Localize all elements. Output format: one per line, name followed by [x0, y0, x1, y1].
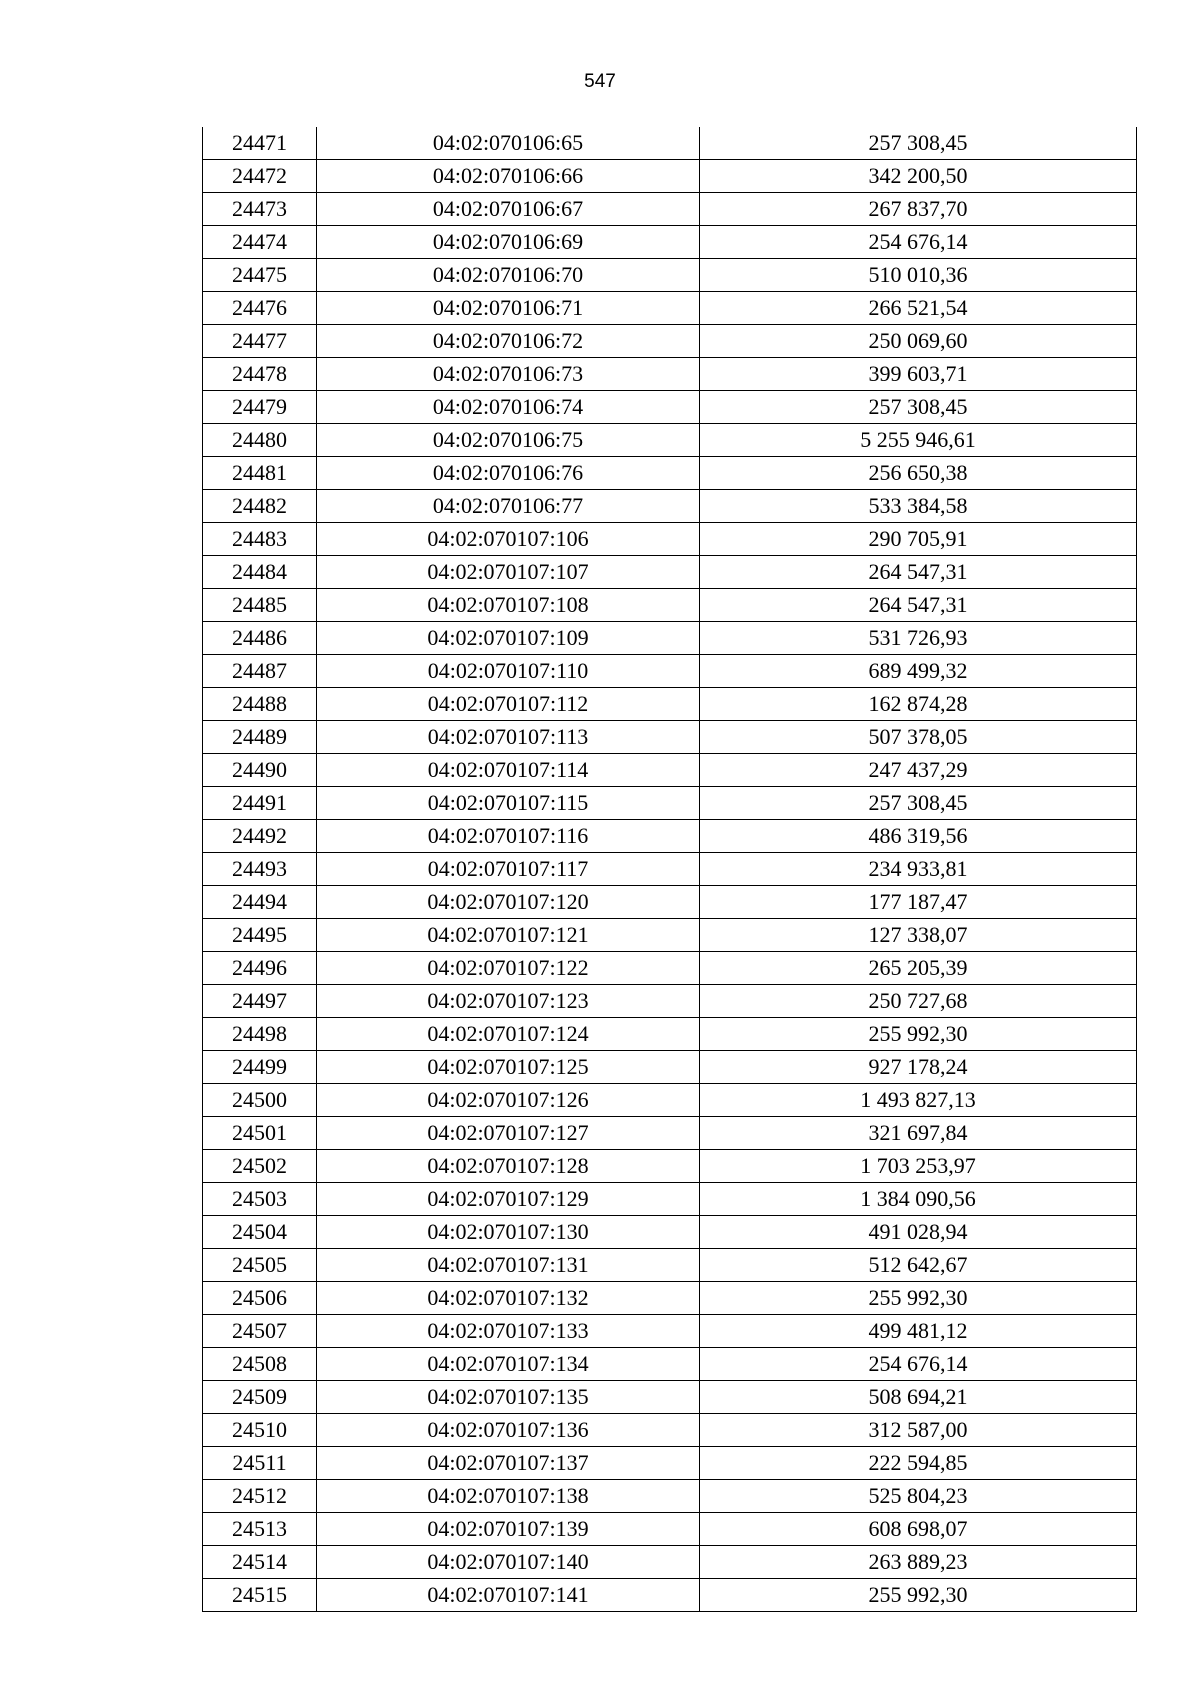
table-row	[203, 523, 1137, 556]
row-number-cell: 24485	[203, 589, 317, 622]
table-row	[203, 622, 1137, 655]
row-number-cell: 24496	[203, 952, 317, 985]
cadastral-number-cell: 04:02:070107:109	[317, 622, 700, 655]
table-row	[203, 1249, 1137, 1282]
table-row	[203, 1315, 1137, 1348]
cadastral-number-cell: 04:02:070107:140	[317, 1546, 700, 1579]
cadastral-number-cell: 04:02:070106:66	[317, 160, 700, 193]
cadastral-value-cell: 257 308,45	[700, 391, 1137, 424]
cadastral-number-cell: 04:02:070107:139	[317, 1513, 700, 1546]
row-number-cell: 24500	[203, 1084, 317, 1117]
cadastral-value-cell: 247 437,29	[700, 754, 1137, 787]
cadastral-number-cell: 04:02:070107:113	[317, 721, 700, 754]
row-number-cell: 24509	[203, 1381, 317, 1414]
cadastral-number-cell: 04:02:070107:106	[317, 523, 700, 556]
cadastral-number-cell: 04:02:070107:125	[317, 1051, 700, 1084]
row-number-cell: 24498	[203, 1018, 317, 1051]
cadastral-value-cell: 250 727,68	[700, 985, 1137, 1018]
cadastral-number-cell: 04:02:070106:76	[317, 457, 700, 490]
table-row	[203, 259, 1137, 292]
cadastral-value-cell: 486 319,56	[700, 820, 1137, 853]
row-number-cell: 24513	[203, 1513, 317, 1546]
cadastral-value-cell: 254 676,14	[700, 1348, 1137, 1381]
row-number-cell: 24495	[203, 919, 317, 952]
page-number: 547	[584, 71, 616, 92]
cadastral-value-cell: 257 308,45	[700, 127, 1137, 160]
row-number-cell: 24507	[203, 1315, 317, 1348]
table-row	[203, 688, 1137, 721]
table-row	[203, 226, 1137, 259]
cadastral-value-cell: 321 697,84	[700, 1117, 1137, 1150]
row-number-cell: 24494	[203, 886, 317, 919]
cadastral-value-cell: 342 200,50	[700, 160, 1137, 193]
table-row	[203, 1117, 1137, 1150]
table-row	[203, 490, 1137, 523]
row-number-cell: 24481	[203, 457, 317, 490]
row-number-cell: 24497	[203, 985, 317, 1018]
cadastral-number-cell: 04:02:070107:116	[317, 820, 700, 853]
cadastral-value-cell: 266 521,54	[700, 292, 1137, 325]
row-number-cell: 24511	[203, 1447, 317, 1480]
cadastral-value-cell: 927 178,24	[700, 1051, 1137, 1084]
cadastral-number-cell: 04:02:070107:107	[317, 556, 700, 589]
table-body	[203, 127, 1137, 1612]
cadastral-value-cell: 512 642,67	[700, 1249, 1137, 1282]
row-number-cell: 24472	[203, 160, 317, 193]
table-row	[203, 1480, 1137, 1513]
table-row	[203, 1183, 1137, 1216]
row-number-cell: 24488	[203, 688, 317, 721]
cadastral-value-cell: 264 547,31	[700, 556, 1137, 589]
table-row	[203, 391, 1137, 424]
table-row	[203, 193, 1137, 226]
cadastral-value-cell: 162 874,28	[700, 688, 1137, 721]
cadastral-number-cell: 04:02:070106:77	[317, 490, 700, 523]
cadastral-number-cell: 04:02:070106:70	[317, 259, 700, 292]
cadastral-number-cell: 04:02:070106:69	[317, 226, 700, 259]
row-number-cell: 24490	[203, 754, 317, 787]
cadastral-value-cell: 255 992,30	[700, 1018, 1137, 1051]
cadastral-value-cell: 257 308,45	[700, 787, 1137, 820]
row-number-cell: 24514	[203, 1546, 317, 1579]
table-row	[203, 589, 1137, 622]
table-row	[203, 886, 1137, 919]
table-row	[203, 754, 1137, 787]
cadastral-number-cell: 04:02:070106:75	[317, 424, 700, 457]
row-number-cell: 24480	[203, 424, 317, 457]
row-number-cell: 24515	[203, 1579, 317, 1612]
table-row	[203, 292, 1137, 325]
table-row	[203, 1018, 1137, 1051]
cadastral-value-cell: 254 676,14	[700, 226, 1137, 259]
row-number-cell: 24506	[203, 1282, 317, 1315]
table-row	[203, 787, 1137, 820]
table-row	[203, 655, 1137, 688]
table-row	[203, 1513, 1137, 1546]
row-number-cell: 24473	[203, 193, 317, 226]
cadastral-value-cell: 525 804,23	[700, 1480, 1137, 1513]
row-number-cell: 24491	[203, 787, 317, 820]
cadastral-number-cell: 04:02:070107:108	[317, 589, 700, 622]
cadastral-number-cell: 04:02:070106:74	[317, 391, 700, 424]
row-number-cell: 24508	[203, 1348, 317, 1381]
cadastral-value-cell: 264 547,31	[700, 589, 1137, 622]
cadastral-number-cell: 04:02:070107:137	[317, 1447, 700, 1480]
table-row	[203, 1051, 1137, 1084]
cadastral-value-cell: 127 338,07	[700, 919, 1137, 952]
row-number-cell: 24504	[203, 1216, 317, 1249]
table-row	[203, 1216, 1137, 1249]
cadastral-value-cell: 508 694,21	[700, 1381, 1137, 1414]
row-number-cell: 24505	[203, 1249, 317, 1282]
cadastral-number-cell: 04:02:070106:73	[317, 358, 700, 391]
cadastral-value-cell: 491 028,94	[700, 1216, 1137, 1249]
table-row	[203, 424, 1137, 457]
cadastral-number-cell: 04:02:070107:136	[317, 1414, 700, 1447]
row-number-cell: 24483	[203, 523, 317, 556]
row-number-cell: 24499	[203, 1051, 317, 1084]
row-number-cell: 24486	[203, 622, 317, 655]
table-row	[203, 1084, 1137, 1117]
row-number-cell: 24501	[203, 1117, 317, 1150]
row-number-cell: 24475	[203, 259, 317, 292]
cadastral-number-cell: 04:02:070107:128	[317, 1150, 700, 1183]
table-row	[203, 1546, 1137, 1579]
table-row	[203, 919, 1137, 952]
table-row	[203, 160, 1137, 193]
cadastral-number-cell: 04:02:070107:129	[317, 1183, 700, 1216]
cadastral-number-cell: 04:02:070107:131	[317, 1249, 700, 1282]
row-number-cell: 24512	[203, 1480, 317, 1513]
cadastral-value-table	[202, 127, 1137, 1612]
cadastral-number-cell: 04:02:070107:132	[317, 1282, 700, 1315]
table-row	[203, 358, 1137, 391]
row-number-cell: 24484	[203, 556, 317, 589]
table-row	[203, 457, 1137, 490]
cadastral-value-cell: 531 726,93	[700, 622, 1137, 655]
cadastral-number-cell: 04:02:070107:126	[317, 1084, 700, 1117]
cadastral-value-cell: 250 069,60	[700, 325, 1137, 358]
table-row	[203, 325, 1137, 358]
cadastral-number-cell: 04:02:070107:112	[317, 688, 700, 721]
table-row	[203, 1579, 1137, 1612]
cadastral-value-cell: 255 992,30	[700, 1579, 1137, 1612]
row-number-cell: 24487	[203, 655, 317, 688]
cadastral-value-cell: 1 493 827,13	[700, 1084, 1137, 1117]
cadastral-number-cell: 04:02:070107:122	[317, 952, 700, 985]
cadastral-number-cell: 04:02:070107:130	[317, 1216, 700, 1249]
cadastral-number-cell: 04:02:070106:72	[317, 325, 700, 358]
table-row	[203, 1282, 1137, 1315]
table-row	[203, 985, 1137, 1018]
row-number-cell: 24482	[203, 490, 317, 523]
cadastral-value-cell: 222 594,85	[700, 1447, 1137, 1480]
table-row	[203, 820, 1137, 853]
cadastral-value-cell: 5 255 946,61	[700, 424, 1137, 457]
cadastral-value-cell: 255 992,30	[700, 1282, 1137, 1315]
cadastral-number-cell: 04:02:070107:135	[317, 1381, 700, 1414]
cadastral-value-cell: 256 650,38	[700, 457, 1137, 490]
cadastral-number-cell: 04:02:070107:121	[317, 919, 700, 952]
table-row	[203, 1414, 1137, 1447]
cadastral-value-cell: 312 587,00	[700, 1414, 1137, 1447]
cadastral-number-cell: 04:02:070107:110	[317, 655, 700, 688]
table-row	[203, 1348, 1137, 1381]
cadastral-number-cell: 04:02:070106:71	[317, 292, 700, 325]
row-number-cell: 24510	[203, 1414, 317, 1447]
cadastral-value-cell: 265 205,39	[700, 952, 1137, 985]
table-row	[203, 1381, 1137, 1414]
cadastral-number-cell: 04:02:070106:67	[317, 193, 700, 226]
row-number-cell: 24476	[203, 292, 317, 325]
cadastral-value-cell: 499 481,12	[700, 1315, 1137, 1348]
row-number-cell: 24489	[203, 721, 317, 754]
row-number-cell: 24503	[203, 1183, 317, 1216]
row-number-cell: 24474	[203, 226, 317, 259]
cadastral-value-cell: 533 384,58	[700, 490, 1137, 523]
cadastral-number-cell: 04:02:070106:65	[317, 127, 700, 160]
cadastral-value-cell: 1 703 253,97	[700, 1150, 1137, 1183]
row-number-cell: 24492	[203, 820, 317, 853]
cadastral-number-cell: 04:02:070107:141	[317, 1579, 700, 1612]
row-number-cell: 24471	[203, 127, 317, 160]
table-row	[203, 721, 1137, 754]
cadastral-value-cell: 1 384 090,56	[700, 1183, 1137, 1216]
cadastral-number-cell: 04:02:070107:114	[317, 754, 700, 787]
cadastral-value-cell: 263 889,23	[700, 1546, 1137, 1579]
table-row	[203, 127, 1137, 160]
row-number-cell: 24493	[203, 853, 317, 886]
cadastral-value-cell: 507 378,05	[700, 721, 1137, 754]
row-number-cell: 24502	[203, 1150, 317, 1183]
cadastral-value-cell: 399 603,71	[700, 358, 1137, 391]
row-number-cell: 24477	[203, 325, 317, 358]
table-row	[203, 853, 1137, 886]
cadastral-value-cell: 510 010,36	[700, 259, 1137, 292]
cadastral-value-cell: 177 187,47	[700, 886, 1137, 919]
table-row	[203, 1150, 1137, 1183]
cadastral-value-cell: 234 933,81	[700, 853, 1137, 886]
cadastral-number-cell: 04:02:070107:124	[317, 1018, 700, 1051]
cadastral-number-cell: 04:02:070107:117	[317, 853, 700, 886]
cadastral-number-cell: 04:02:070107:120	[317, 886, 700, 919]
table-row	[203, 556, 1137, 589]
cadastral-value-cell: 608 698,07	[700, 1513, 1137, 1546]
row-number-cell: 24478	[203, 358, 317, 391]
cadastral-number-cell: 04:02:070107:133	[317, 1315, 700, 1348]
row-number-cell: 24479	[203, 391, 317, 424]
cadastral-value-cell: 267 837,70	[700, 193, 1137, 226]
cadastral-number-cell: 04:02:070107:134	[317, 1348, 700, 1381]
cadastral-number-cell: 04:02:070107:123	[317, 985, 700, 1018]
cadastral-value-cell: 290 705,91	[700, 523, 1137, 556]
cadastral-number-cell: 04:02:070107:138	[317, 1480, 700, 1513]
cadastral-value-cell: 689 499,32	[700, 655, 1137, 688]
table-row	[203, 952, 1137, 985]
cadastral-number-cell: 04:02:070107:127	[317, 1117, 700, 1150]
table-row	[203, 1447, 1137, 1480]
cadastral-number-cell: 04:02:070107:115	[317, 787, 700, 820]
